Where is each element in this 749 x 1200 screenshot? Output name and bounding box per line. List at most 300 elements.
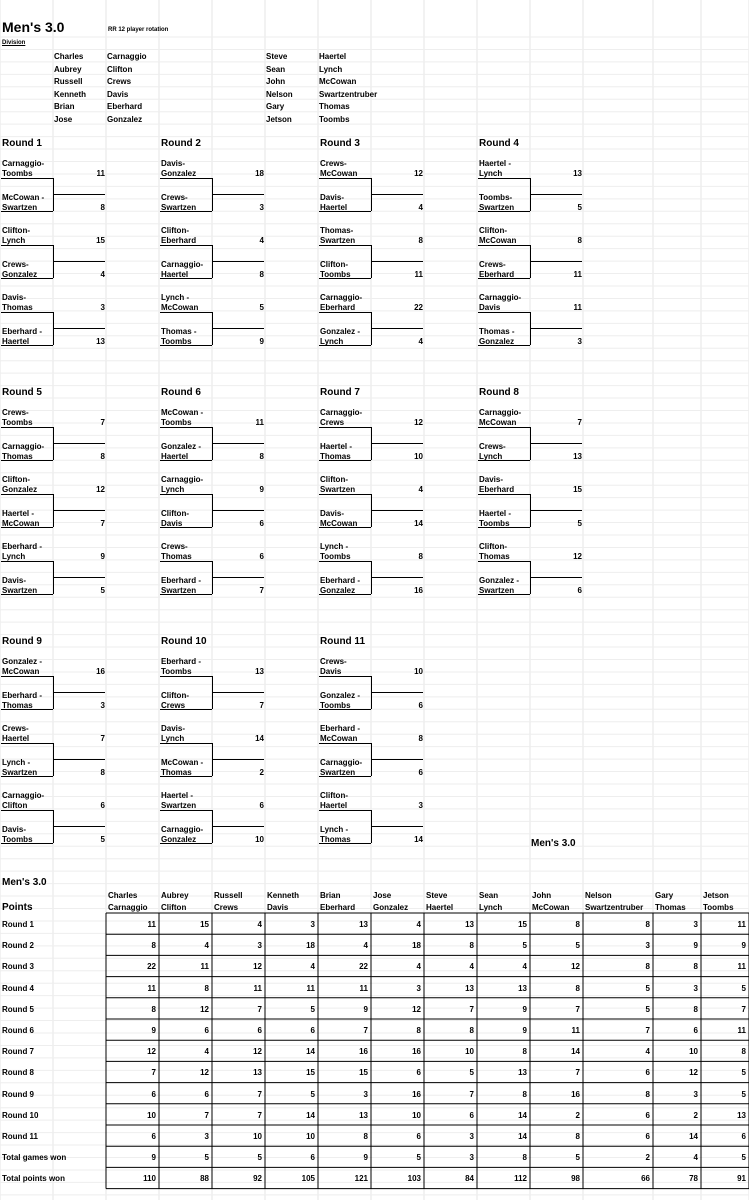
page-title: Men's 3.0 (2, 19, 65, 35)
team-a-name-line1: Lynch - (320, 542, 349, 551)
bracket-winner-line (212, 759, 264, 760)
player-first-name: Steve (426, 891, 448, 900)
team-b-name-line2: McCowan (2, 519, 40, 528)
roster-first-name: Jose (54, 114, 73, 124)
roster-last-name: Haertel (319, 52, 347, 61)
bracket-bottom-line (160, 278, 212, 279)
points-cell: 14 (518, 1110, 527, 1120)
points-cell: 11 (253, 983, 262, 993)
points-cell: 6 (693, 1026, 698, 1035)
team-a-score: 22 (414, 303, 423, 312)
points-cell: 5 (204, 1153, 209, 1163)
team-a-score: 12 (414, 169, 423, 178)
bracket-bottom-line (160, 776, 212, 777)
team-b-name-line1: Haertel - (2, 509, 35, 518)
points-cell: 2 (575, 1110, 580, 1120)
player-last-name: Gonzalez (373, 903, 409, 912)
roster-first-name: Jetson (266, 114, 292, 124)
team-a-name-line2: Crews (320, 418, 345, 427)
points-cell: 66 (641, 1174, 650, 1184)
bracket-bottom-line (319, 278, 371, 279)
team-a-score: 13 (255, 667, 264, 676)
points-cell: 8 (151, 1004, 156, 1014)
points-cell: 5 (741, 983, 746, 993)
points-cell: 10 (147, 1110, 156, 1120)
team-b-name-line1: Crews- (479, 442, 506, 451)
team-a-name-line1: Davis- (2, 293, 27, 302)
points-row-label: Round 3 (2, 962, 34, 972)
player-first-name: John (532, 891, 552, 900)
team-a-score: 6 (259, 801, 264, 810)
points-cell: 8 (693, 962, 698, 972)
bracket-bottom-line (319, 460, 371, 461)
bracket-winner-line (53, 510, 105, 511)
team-b-name-line2: Gonzalez (320, 586, 356, 595)
round-title: Round 7 (320, 387, 360, 398)
team-b-score: 14 (414, 835, 423, 844)
team-b-name-line2: Thomas (2, 701, 33, 710)
team-a-name-line1: Lynch - (161, 293, 190, 302)
team-b-name-line1: Lynch - (2, 758, 31, 767)
bracket-winner-line (53, 692, 105, 693)
team-b-score: 16 (414, 586, 423, 595)
points-cell: 13 (737, 1110, 746, 1120)
team-a-name-line1: Gonzalez - (2, 657, 43, 666)
bracket-top-line (319, 178, 371, 179)
points-cell: 8 (645, 920, 650, 929)
points-cell: 4 (522, 962, 527, 972)
bracket-top-line (319, 561, 371, 562)
points-cell: 8 (693, 1004, 698, 1014)
roster-last-name: Crews (107, 77, 132, 86)
team-a-name-line1: Eberhard - (2, 542, 43, 551)
points-cell: 18 (412, 941, 421, 951)
team-b-score: 4 (100, 270, 105, 279)
team-a-name-line2: Toombs (161, 418, 192, 427)
team-b-name-line1: Thomas - (479, 327, 515, 336)
bracket-winner-line (212, 692, 264, 693)
points-cell: 7 (575, 1004, 580, 1014)
points-cell: 8 (151, 941, 156, 951)
bracket-top-line (1, 743, 53, 744)
team-a-name-line1: Haertel - (161, 791, 194, 800)
points-cell: 7 (469, 1004, 474, 1014)
team-b-score: 6 (259, 519, 264, 528)
points-cell: 3 (693, 983, 698, 993)
points-cell: 3 (645, 941, 650, 951)
team-b-name-line2: Davis (161, 519, 183, 528)
points-cell: 11 (737, 920, 746, 929)
team-a-name-line1: Crews- (2, 408, 29, 417)
team-b-score: 14 (414, 519, 423, 528)
team-a-name-line1: Carnaggio- (479, 408, 522, 417)
team-a-name-line2: Lynch (161, 485, 185, 494)
points-cell: 6 (257, 1026, 262, 1035)
points-cell: 4 (257, 920, 262, 929)
player-last-name: Clifton (161, 903, 187, 912)
points-cell: 5 (522, 941, 527, 951)
points-cell: 8 (575, 920, 580, 929)
bracket-top-line (319, 676, 371, 677)
bracket-top-line (478, 494, 530, 495)
points-cell: 8 (416, 1026, 421, 1035)
bracket-bottom-line (1, 278, 53, 279)
bracket-top-line (478, 245, 530, 246)
team-a-score: 8 (418, 552, 423, 561)
bracket-top-line (1, 810, 53, 811)
points-cell: 7 (257, 1110, 262, 1120)
roster-first-name: Brian (54, 102, 75, 111)
roster-first-name: Kenneth (54, 89, 86, 99)
team-a-score: 14 (255, 734, 264, 743)
player-last-name: Toombs (703, 903, 734, 912)
roster-first-name: Steve (266, 52, 288, 61)
team-a-name-line1: Carnaggio- (161, 475, 204, 484)
team-a-name-line2: Lynch (479, 169, 503, 178)
bracket-bottom-line (319, 776, 371, 777)
roster-first-name: John (266, 77, 286, 86)
points-cell: 13 (253, 1068, 262, 1078)
player-first-name: Russell (214, 891, 243, 900)
points-cell: 3 (310, 920, 315, 929)
team-a-score: 7 (100, 418, 105, 427)
bracket-winner-line (53, 328, 105, 329)
points-row-label: Round 9 (2, 1089, 34, 1099)
points-cell: 13 (359, 1110, 368, 1120)
team-a-score: 8 (418, 236, 423, 245)
points-cell: 112 (514, 1174, 527, 1184)
team-b-name-line1: Eberhard - (161, 576, 202, 585)
team-b-name-line2: Haertel (161, 270, 189, 279)
team-b-name-line1: Crews- (2, 260, 29, 269)
points-cell: 4 (204, 941, 209, 951)
team-a-score: 7 (577, 418, 582, 427)
points-row-label: Total games won (2, 1153, 67, 1163)
team-b-name-line1: Haertel - (479, 509, 512, 518)
points-cell: 10 (306, 1132, 315, 1141)
points-cell: 4 (204, 1047, 209, 1057)
points-cell: 6 (645, 1068, 650, 1078)
points-cell: 6 (204, 1089, 209, 1099)
points-cell: 12 (253, 962, 262, 972)
team-b-name-line2: Gonzalez (479, 337, 515, 346)
bracket-winner-line (53, 759, 105, 760)
points-cell: 22 (359, 962, 368, 972)
points-cell: 12 (147, 1047, 156, 1057)
team-a-name-line1: Eberhard - (161, 657, 202, 666)
points-cell: 7 (363, 1026, 368, 1035)
points-cell: 84 (465, 1174, 474, 1184)
team-b-score: 3 (100, 701, 105, 710)
team-b-name-line2: Haertel (2, 337, 30, 346)
points-cell: 6 (151, 1132, 156, 1141)
points-cell: 12 (689, 1068, 698, 1078)
bracket-bottom-line (160, 345, 212, 346)
points-row-label: Round 6 (2, 1026, 34, 1035)
bracket-bottom-line (319, 594, 371, 595)
points-cell: 10 (253, 1132, 262, 1141)
points-row-label: Round 11 (2, 1132, 39, 1141)
points-cell: 9 (151, 1026, 156, 1035)
round-title: Round 11 (320, 636, 366, 647)
team-b-name-line1: Davis- (2, 576, 27, 585)
bracket-bottom-line (478, 460, 530, 461)
bracket-winner-line (53, 577, 105, 578)
team-b-score: 11 (573, 270, 582, 279)
player-last-name: Davis (267, 903, 289, 912)
bracket-winner-line (371, 328, 423, 329)
points-cell: 10 (689, 1047, 698, 1057)
bracket-top-line (478, 178, 530, 179)
team-a-name-line1: Davis- (161, 724, 186, 733)
points-cell: 15 (359, 1068, 368, 1078)
points-cell: 3 (204, 1132, 209, 1141)
points-cell: 6 (469, 1110, 474, 1120)
team-a-score: 3 (418, 801, 423, 810)
points-cell: 8 (645, 1089, 650, 1099)
team-b-name-line2: Lynch (320, 337, 344, 346)
points-cell: 5 (257, 1153, 262, 1163)
team-b-name-line1: Carnaggio- (2, 442, 45, 451)
team-b-name-line2: Toombs (161, 337, 192, 346)
points-cell: 5 (416, 1153, 421, 1163)
team-b-name-line2: Haertel (161, 452, 189, 461)
team-a-name-line2: McCowan (479, 418, 517, 427)
team-a-score: 12 (414, 418, 423, 427)
team-b-score: 7 (259, 701, 264, 710)
player-last-name: Swartzentruber (585, 903, 644, 912)
round-title: Round 2 (161, 138, 201, 149)
bracket-winner-line (530, 194, 582, 195)
points-cell: 9 (741, 941, 746, 951)
points-row-label: Total points won (2, 1174, 65, 1184)
team-b-name-line2: Crews (161, 701, 186, 710)
team-b-name-line1: Crews- (161, 193, 188, 202)
bracket-top-line (319, 743, 371, 744)
bracket-winner-line (371, 261, 423, 262)
player-first-name: Gary (655, 891, 674, 900)
roster-first-name: Sean (266, 64, 286, 74)
team-b-name-line1: Gonzalez - (161, 442, 202, 451)
team-b-name-line1: Carnaggio- (320, 758, 363, 767)
points-cell: 12 (200, 1004, 209, 1014)
roster-last-name: Davis (107, 89, 129, 99)
team-a-name-line2: Haertel (320, 801, 348, 810)
points-cell: 7 (469, 1089, 474, 1099)
points-cell: 5 (469, 1068, 474, 1078)
points-cell: 12 (412, 1004, 421, 1014)
team-a-name-line2: Clifton (2, 801, 28, 810)
bracket-top-line (1, 676, 53, 677)
points-cell: 14 (518, 1132, 527, 1141)
team-b-score: 6 (418, 768, 423, 777)
points-cell: 7 (151, 1068, 156, 1078)
team-a-name-line2: McCowan (320, 734, 358, 743)
bracket-winner-line (371, 692, 423, 693)
points-cell: 11 (737, 1026, 746, 1035)
team-b-score: 11 (414, 270, 423, 279)
roster-last-name: Eberhard (107, 102, 143, 111)
points-cell: 5 (741, 1089, 746, 1099)
points-cell: 11 (571, 1026, 580, 1035)
points-cell: 7 (257, 1004, 262, 1014)
team-a-name-line2: McCowan (161, 303, 199, 312)
roster-last-name: Thomas (319, 102, 350, 111)
bracket-top-line (1, 427, 53, 428)
bracket-bottom-line (319, 345, 371, 346)
team-a-name-line2: Haertel (2, 734, 30, 743)
bracket-winner-line (530, 328, 582, 329)
team-a-name-line2: Toombs (2, 418, 33, 427)
team-b-name-line1: Davis- (320, 193, 345, 202)
team-b-score: 4 (418, 337, 423, 346)
points-cell: 4 (645, 1047, 650, 1057)
points-cell: 5 (741, 1153, 746, 1163)
points-row-label: Round 7 (2, 1047, 34, 1057)
team-b-name-line2: Swartzen (2, 768, 38, 777)
points-cell: 3 (469, 1132, 474, 1141)
bracket-top-line (1, 312, 53, 313)
points-cell: 12 (253, 1047, 262, 1057)
team-a-name-line1: Clifton- (2, 226, 30, 235)
points-cell: 8 (522, 1047, 527, 1057)
team-b-name-line2: Gonzalez (2, 270, 38, 279)
team-a-name-line1: Crews- (320, 159, 347, 168)
team-b-name-line1: Davis- (2, 825, 27, 834)
points-cell: 8 (575, 1132, 580, 1141)
points-cell: 22 (147, 962, 156, 972)
bracket-bottom-line (319, 709, 371, 710)
points-cell: 16 (412, 1047, 421, 1057)
team-b-score: 5 (100, 835, 105, 844)
points-cell: 3 (416, 983, 421, 993)
team-b-score: 8 (259, 270, 264, 279)
team-a-name-line1: Davis- (161, 159, 186, 168)
team-b-name-line1: Davis- (320, 509, 345, 518)
bracket-bottom-line (1, 460, 53, 461)
team-b-name-line2: Toombs (320, 701, 351, 710)
team-a-score: 13 (573, 169, 582, 178)
team-a-name-line1: Carnaggio- (2, 159, 45, 168)
team-b-score: 9 (259, 337, 264, 346)
bracket-bottom-line (1, 776, 53, 777)
player-last-name: Crews (214, 903, 239, 912)
points-cell: 7 (741, 1004, 746, 1014)
roster-first-name: Aubrey (54, 64, 82, 74)
points-cell: 105 (301, 1174, 315, 1184)
points-row-label: Round 10 (2, 1110, 39, 1120)
points-cell: 16 (571, 1089, 580, 1099)
points-cell: 5 (645, 983, 650, 993)
points-cell: 98 (571, 1174, 580, 1184)
bracket-winner-line (371, 826, 423, 827)
team-b-name-line2: Thomas (320, 835, 351, 844)
team-b-score: 6 (577, 586, 582, 595)
team-b-name-line1: Eberhard - (2, 327, 43, 336)
team-b-name-line1: Gonzalez - (320, 691, 361, 700)
points-cell: 5 (645, 1004, 650, 1014)
bracket-top-line (1, 245, 53, 246)
team-a-name-line1: Clifton- (320, 791, 348, 800)
team-b-score: 10 (414, 452, 423, 461)
bracket-winner-line (530, 577, 582, 578)
points-cell: 5 (741, 1068, 746, 1078)
points-cell: 110 (143, 1174, 156, 1184)
points-cell: 8 (204, 983, 209, 993)
points-row-label: Round 4 (2, 983, 34, 993)
points-cell: 91 (737, 1174, 746, 1184)
team-b-score: 13 (573, 452, 582, 461)
bracket-top-line (160, 427, 212, 428)
bracket-winner-line (530, 261, 582, 262)
points-section-title: Men's 3.0 (2, 877, 47, 888)
team-b-score: 8 (100, 203, 105, 212)
team-a-score: 6 (100, 801, 105, 810)
team-a-score: 8 (418, 734, 423, 743)
team-b-score: 7 (259, 586, 264, 595)
team-b-score: 13 (96, 337, 105, 346)
bracket-winner-line (53, 261, 105, 262)
player-last-name: Thomas (655, 903, 686, 912)
team-b-name-line1: McCowan - (161, 758, 204, 767)
player-first-name: Aubrey (161, 891, 189, 900)
team-a-score: 7 (100, 734, 105, 743)
points-cell: 8 (645, 962, 650, 972)
points-cell: 8 (575, 983, 580, 993)
points-cell: 3 (363, 1089, 368, 1099)
points-row-label: Round 2 (2, 941, 34, 951)
team-b-name-line2: Toombs (479, 519, 510, 528)
points-cell: 9 (363, 1004, 368, 1014)
points-cell: 7 (257, 1089, 262, 1099)
bracket-bottom-line (478, 527, 530, 528)
roster-last-name: Toombs (319, 114, 350, 124)
team-b-name-line2: Thomas (161, 768, 192, 777)
points-cell: 11 (200, 962, 209, 972)
team-a-name-line1: Clifton- (479, 226, 507, 235)
team-b-name-line1: Gonzalez - (320, 327, 361, 336)
points-cell: 4 (310, 962, 315, 972)
team-a-name-line2: Swartzen (320, 236, 356, 245)
roster-last-name: Gonzalez (107, 114, 143, 124)
points-cell: 4 (363, 941, 368, 951)
points-cell: 11 (147, 920, 156, 929)
points-cell: 8 (469, 1026, 474, 1035)
team-a-name-line1: Clifton- (479, 542, 507, 551)
points-cell: 13 (518, 1068, 527, 1078)
team-b-score: 8 (259, 452, 264, 461)
bracket-top-line (478, 427, 530, 428)
points-cell: 9 (522, 1026, 527, 1035)
round-title: Round 1 (2, 138, 42, 149)
points-cell: 6 (645, 1132, 650, 1141)
team-a-score: 5 (259, 303, 264, 312)
points-cell: 11 (359, 983, 368, 993)
bracket-top-line (1, 178, 53, 179)
roster-first-name: Charles (54, 52, 84, 61)
bracket-winner-line (212, 328, 264, 329)
bracket-top-line (1, 494, 53, 495)
team-b-score: 3 (259, 203, 264, 212)
team-b-name-line1: Thomas - (161, 327, 197, 336)
team-a-name-line1: Haertel - (479, 159, 512, 168)
points-cell: 92 (253, 1174, 262, 1184)
team-a-name-line2: Lynch (2, 552, 26, 561)
team-a-name-line1: McCowan - (161, 408, 204, 417)
team-b-name-line1: Lynch - (320, 825, 349, 834)
team-b-name-line2: Swartzen (161, 586, 197, 595)
team-a-name-line1: Clifton- (320, 475, 348, 484)
